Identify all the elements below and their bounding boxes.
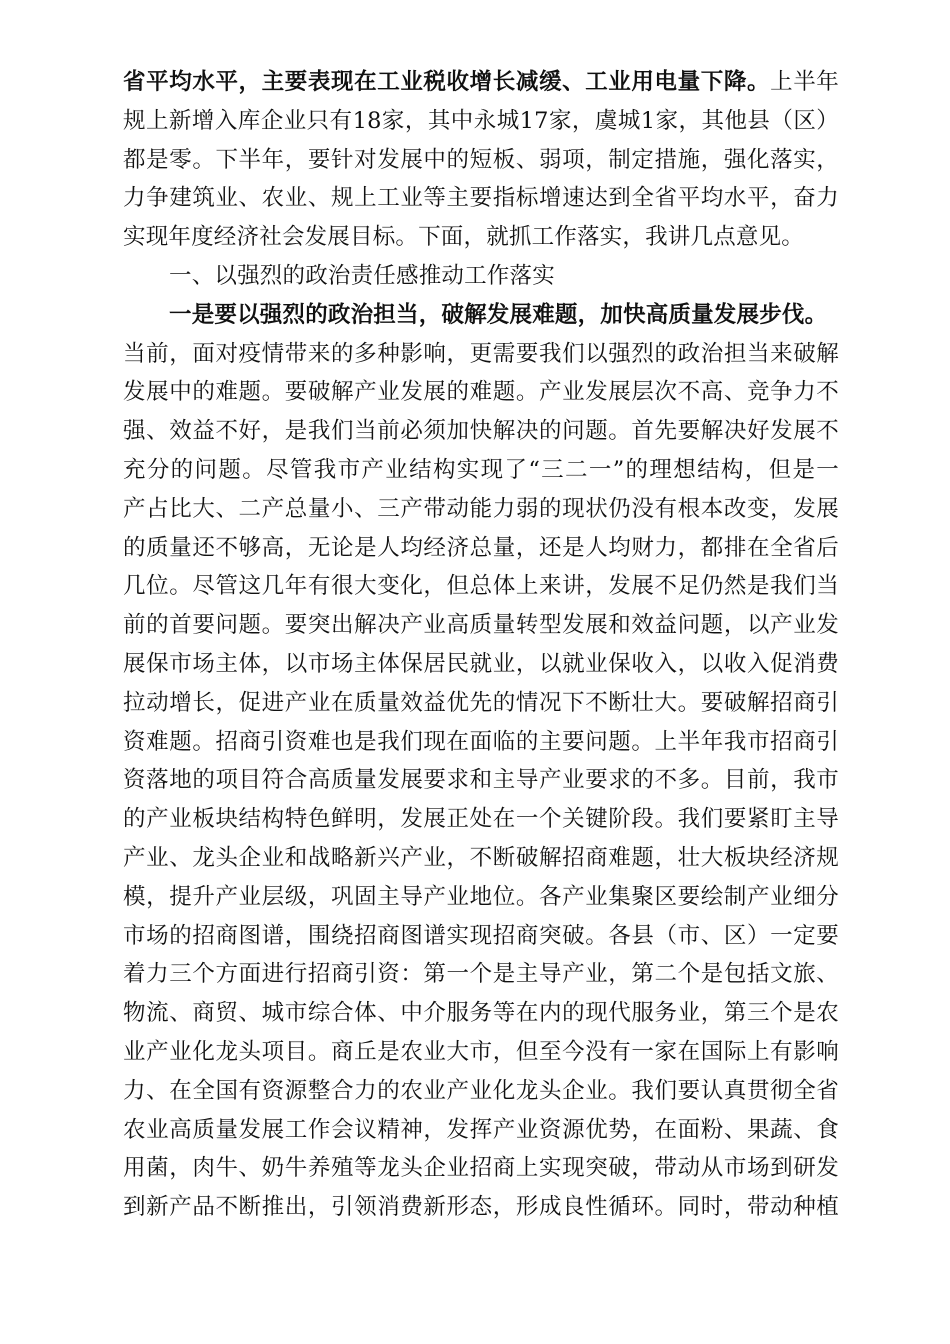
text-line-25: 物流、商贸、城市综合体、中介服务等在内的现代服务业，第三个是农 [123, 1000, 839, 1027]
text-line-23: 市场的招商图谱，围绕招商图谱实现招商突破。各县（市、区）一定要 [123, 922, 839, 949]
text-line-10: 强、效益不好，是我们当前必须加快解决的问题。首先要解决好发展不 [123, 418, 839, 445]
text-line-3: 都是零。下半年，要针对发展中的短板、弱项，制定措施，强化落实， [123, 146, 839, 173]
text-line-18: 资难题。招商引资难也是我们现在面临的主要问题。上半年我市招商引 [123, 728, 839, 755]
text-line-15: 前的首要问题。要突出解决产业高质量转型发展和效益问题，以产业发 [123, 612, 839, 639]
line-text: 上半年 [770, 69, 839, 95]
section-heading: 一、以强烈的政治责任感推动工作落实 [169, 262, 555, 289]
text-line-2: 规上新增入库企业只有18家，其中永城17家，虞城1家，其他县（区） [123, 107, 839, 134]
text-line-20: 的产业板块结构特色鲜明，发展正处在一个关键阶段。我们要紧盯主导 [123, 806, 839, 833]
text-line-29: 用菌，肉牛、奶牛养殖等龙头企业招商上实现突破，带动从市场到研发 [123, 1155, 839, 1182]
text-line-11: 充分的问题。尽管我市产业结构实现了“三二一”的理想结构，但是一 [123, 456, 839, 483]
document-page [123, 63, 839, 1227]
text-line-28: 农业高质量发展工作会议精神，发挥产业资源优势，在面粉、果蔬、食 [123, 1116, 839, 1143]
text-line-5: 实现年度经济社会发展目标。下面，就抓工作落实，我讲几点意见。 [123, 224, 805, 251]
bold-subheading: 一是要以强烈的政治担当，破解发展难题，加快高质量发展步伐。 [169, 301, 828, 328]
text-line-26: 业产业化龙头项目。商丘是农业大市，但至今没有一家在国际上有影响 [123, 1038, 839, 1065]
text-line-4: 力争建筑业、农业、规上工业等主要指标增速达到全省平均水平，奋力 [123, 185, 839, 212]
text-line-22: 模，提升产业层级，巩固主导产业地位。各产业集聚区要绘制产业细分 [123, 883, 839, 910]
text-line-13: 的质量还不够高，无论是人均经济总量，还是人均财力，都排在全省后 [123, 534, 839, 561]
text-line-30: 到新产品不断推出，引领消费新形态，形成良性循环。同时，带动种植 [123, 1194, 839, 1221]
text-line-9: 发展中的难题。要破解产业发展的难题。产业发展层次不高、竞争力不 [123, 379, 839, 406]
text-line-8: 当前，面对疫情带来的多种影响，更需要我们以强烈的政治担当来破解 [123, 340, 839, 367]
text-line-12: 产占比大、二产总量小、三产带动能力弱的现状仍没有根本改变，发展 [123, 495, 839, 522]
bold-phrase: 省平均水平，主要表现在工业税收增长减缓、工业用电量下降。 [123, 69, 771, 95]
text-line-14: 几位。尽管这几年有很大变化，但总体上来讲，发展不足仍然是我们当 [123, 573, 839, 600]
text-line-1 [123, 63, 839, 102]
text-line-17: 拉动增长，促进产业在质量效益优先的情况下不断壮大。要破解招商引 [123, 689, 839, 716]
text-line-19: 资落地的项目符合高质量发展要求和主导产业要求的不多。目前，我市 [123, 767, 839, 794]
text-line-16: 展保市场主体，以市场主体保居民就业，以就业保收入，以收入促消费 [123, 650, 839, 677]
text-line-24: 着力三个方面进行招商引资：第一个是主导产业，第二个是包括文旅、 [123, 961, 839, 988]
text-line-27: 力、在全国有资源整合力的农业产业化龙头企业。我们要认真贯彻全省 [123, 1077, 839, 1104]
text-line-21: 产业、龙头企业和战略新兴产业，不断破解招商难题，壮大板块经济规 [123, 844, 839, 871]
